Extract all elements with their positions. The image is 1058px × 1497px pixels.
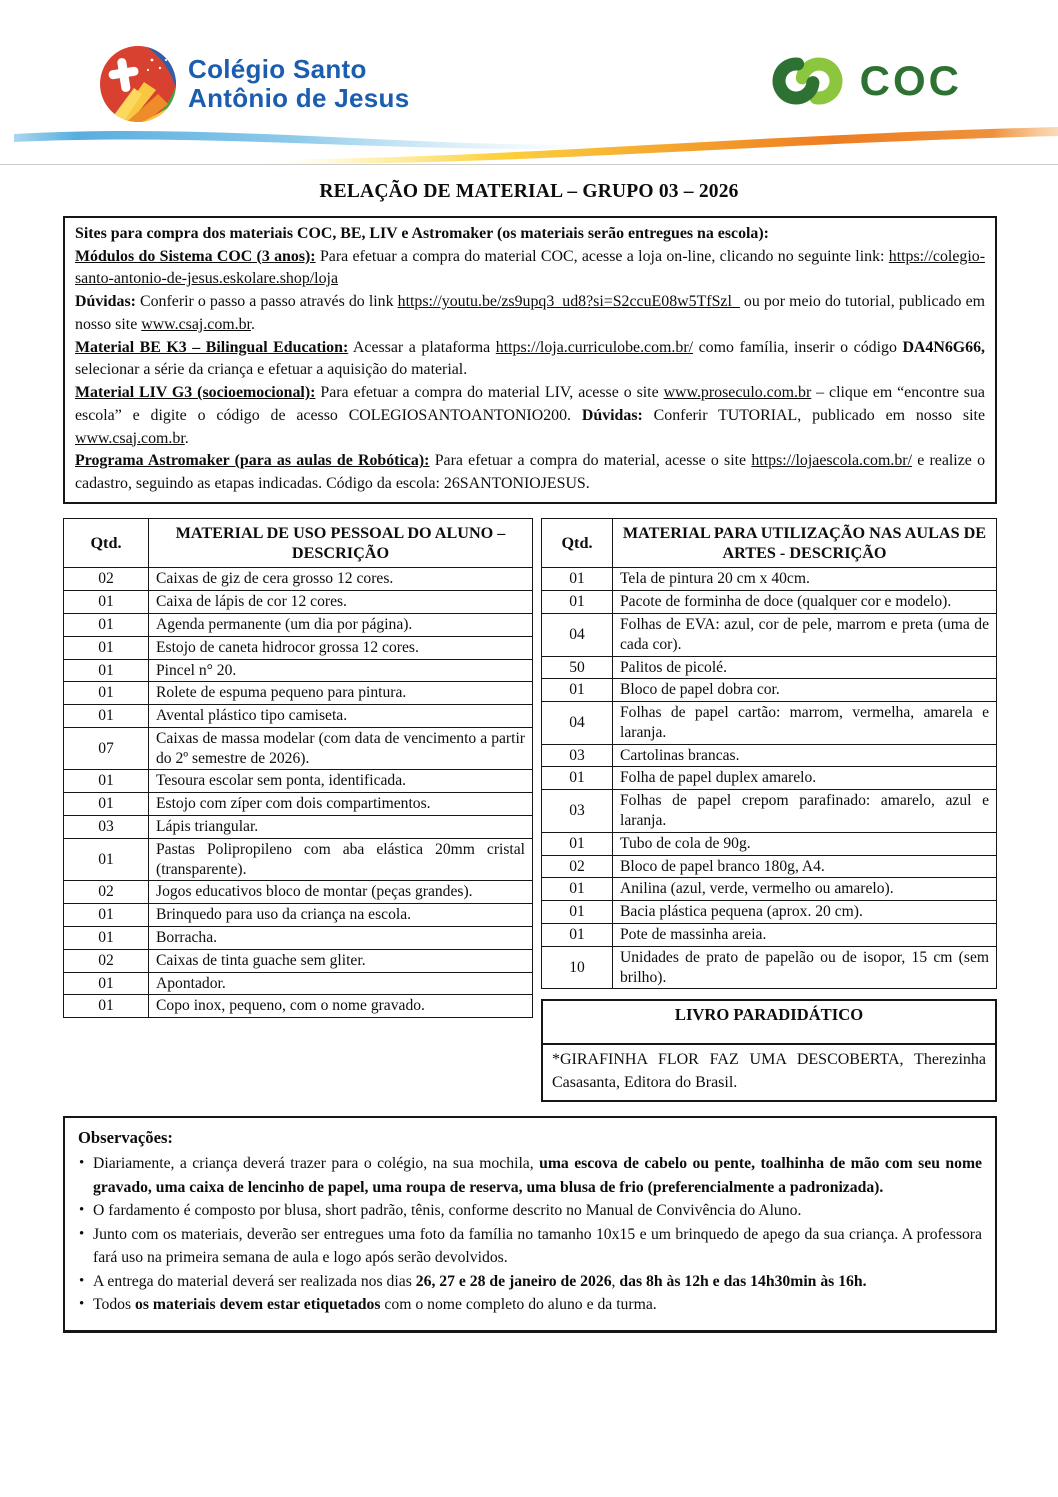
qty-cell: 01 <box>542 832 613 855</box>
description-cell: Anilina (azul, verde, vermelho ou amarelo). <box>613 878 997 901</box>
qty-header: Qtd. <box>64 518 149 568</box>
table-row <box>64 705 533 728</box>
text-segment: Material BE K3 – Bilingual Education: <box>75 338 349 356</box>
link-text[interactable]: https://youtu.be/zs9upq3_ud8?si=S2ccuE08w5TfSzl_ <box>397 293 740 311</box>
table-row <box>64 904 533 927</box>
qty-cell: 01 <box>64 793 149 816</box>
qty-cell: 01 <box>542 568 613 591</box>
text-segment: . <box>184 429 189 447</box>
text-segment: Dúvidas: <box>581 406 643 424</box>
description-cell: Folhas de papel cartão: marrom, vermelha, amarela e laranja. <box>613 702 997 745</box>
text-segment: Programa Astromaker (para as aulas de Robótica): <box>75 452 430 470</box>
link-text[interactable]: https://loja.curriculobe.com.br/ <box>495 338 694 356</box>
text-segment: Módulos do Sistema COC (3 anos): <box>75 247 316 265</box>
text-segment: Acessar a plataforma <box>348 338 496 356</box>
qty-cell: 03 <box>542 790 613 833</box>
qty-cell: 02 <box>64 881 149 904</box>
text-segment: Para efetuar a compra do material LIV, acesse o site <box>315 384 664 402</box>
description-cell: Estojo com zíper com dois compartimentos. <box>149 793 533 816</box>
qty-cell: 50 <box>542 656 613 679</box>
text-segment: – clique em “encontre sua escola” e digite o código de acesso COLEGIOSANTOANTONIO200. <box>75 384 985 424</box>
school-name-line2: Antônio de Jesus <box>188 83 410 113</box>
qty-cell: 01 <box>64 927 149 950</box>
table-row <box>64 591 533 614</box>
table-row <box>542 591 997 614</box>
table-header-row <box>64 518 533 568</box>
qty-cell: 01 <box>542 767 613 790</box>
table-row <box>542 613 997 656</box>
qty-cell: 01 <box>64 613 149 636</box>
qty-cell: 02 <box>64 568 149 591</box>
table-row <box>542 767 997 790</box>
school-name <box>188 55 410 113</box>
link-text[interactable]: https://lojaescola.com.br/ <box>751 452 912 470</box>
qty-header: Qtd. <box>542 518 613 568</box>
description-cell: Rolete de espuma pequeno para pintura. <box>149 682 533 705</box>
table-row <box>64 727 533 770</box>
description-cell: Caixas de giz de cera grosso 12 cores. <box>149 568 533 591</box>
arts-material-column <box>541 518 997 1102</box>
text-segment: Para efetuar a compra do material, acesse o site <box>429 452 752 470</box>
table-row <box>64 659 533 682</box>
observation-item <box>78 1270 982 1294</box>
text-segment: com o nome completo do aluno e da turma. <box>380 1296 657 1314</box>
description-cell: Caixas de tinta guache sem gliter. <box>149 949 533 972</box>
description-cell: Jogos educativos bloco de montar (peças grandes). <box>149 881 533 904</box>
text-segment: . <box>250 315 255 333</box>
school-logo <box>98 44 410 124</box>
swoosh-wave <box>0 122 1058 164</box>
text-segment: O fardamento é composto por blusa, short padrão, tênis, conforme descrito no Manual de Convivência do Aluno. <box>93 1202 802 1220</box>
observations-list <box>78 1152 982 1317</box>
qty-cell: 10 <box>542 946 613 989</box>
description-cell: Unidades de prato de papelão ou de isopor, 15 cm (sem brilho). <box>613 946 997 989</box>
paradidatico-title: LIVRO PARADIDÁTICO <box>542 1000 996 1044</box>
table-header-row <box>542 518 997 568</box>
description-cell: Agenda permanente (um dia por página). <box>149 613 533 636</box>
text-segment: Diariamente, a criança deverá trazer para o colégio, na sua mochila, <box>93 1155 540 1173</box>
info-paragraph <box>75 337 985 382</box>
qty-cell: 01 <box>64 995 149 1018</box>
personal-material-table <box>63 518 533 1018</box>
table-row <box>542 744 997 767</box>
personal-material-column <box>63 518 533 1018</box>
table-row <box>64 568 533 591</box>
qty-cell: 01 <box>64 838 149 881</box>
table-row <box>64 881 533 904</box>
description-cell: Copo inox, pequeno, com o nome gravado. <box>149 995 533 1018</box>
description-cell: Bloco de papel dobra cor. <box>613 679 997 702</box>
observations-title: Observações: <box>78 1128 173 1148</box>
qty-cell: 01 <box>64 682 149 705</box>
text-segment: selecionar a série da criança e efetuar a aquisição do material. <box>75 361 468 379</box>
text-segment: como família, inserir o código <box>693 338 903 356</box>
qty-cell: 01 <box>64 659 149 682</box>
coc-mark-icon <box>770 50 848 112</box>
observation-item <box>78 1199 982 1223</box>
qty-cell: 04 <box>542 702 613 745</box>
table-row <box>64 995 533 1018</box>
purchase-info-box <box>63 216 997 504</box>
description-cell: Estojo de caneta hidrocor grossa 12 cores. <box>149 636 533 659</box>
info-paragraph <box>75 246 985 291</box>
link-text[interactable]: https://colegio-santo-antonio-de-jesus.eskolare.shop/loja <box>75 247 985 288</box>
qty-cell: 01 <box>64 770 149 793</box>
text-segment: ou por meio do tutorial, publicado em nosso site <box>75 293 985 333</box>
qty-cell: 02 <box>542 855 613 878</box>
description-cell: Avental plástico tipo camiseta. <box>149 705 533 728</box>
text-segment: DA4N6G66, <box>902 338 985 356</box>
page-title: RELAÇÃO DE MATERIAL – GRUPO 03 – 2026 <box>319 181 739 202</box>
table-row <box>64 793 533 816</box>
text-segment: Junto com os materiais, deverão ser entregues uma foto da família no tamanho 10x15 e um brinquedo de apego da sua criança. A professora fará uso na primeira semana de aula e logo após serão devolvidos. <box>93 1225 982 1267</box>
description-cell: Caixas de massa modelar (com data de vencimento a partir do 2º semestre de 2026). <box>149 727 533 770</box>
description-cell: Bloco de papel branco 180g, A4. <box>613 855 997 878</box>
text-segment: uma escova de cabelo ou pente, toalhinha de mão com seu nome gravado, uma caixa de lencinho de papel, uma roupa de reserva, uma blusa de frio (preferencialmente a padronizada). <box>93 1155 983 1196</box>
description-cell: Folhas de papel crepom parafinado: amarelo, azul e laranja. <box>613 790 997 833</box>
paradidatico-body-row <box>542 1044 996 1101</box>
text-segment: Sites para compra dos materiais COC, BE, LIV e Astromaker (os materiais serão entregues na escola): <box>75 225 769 242</box>
qty-cell: 01 <box>64 972 149 995</box>
table-row <box>64 927 533 950</box>
description-cell: Tela de pintura 20 cm x 40cm. <box>613 568 997 591</box>
description-header: MATERIAL PARA UTILIZAÇÃO NAS AULAS DE ARTES - DESCRIÇÃO <box>613 518 997 568</box>
qty-cell: 01 <box>542 901 613 924</box>
material-tables <box>63 518 997 1102</box>
description-cell: Folha de papel duplex amarelo. <box>613 767 997 790</box>
description-cell: Palitos de picolé. <box>613 656 997 679</box>
observation-item <box>78 1152 982 1199</box>
table-row <box>64 770 533 793</box>
qty-cell: 01 <box>542 878 613 901</box>
table-row <box>542 679 997 702</box>
table-row <box>542 878 997 901</box>
text-segment: e realize o cadastro, seguindo as etapas indicadas. Código da escola: 26SANTONIOJESUS. <box>75 452 986 493</box>
table-row <box>542 855 997 878</box>
description-cell: Cartolinas brancas. <box>613 744 997 767</box>
description-cell: Brinquedo para uso da criança na escola. <box>149 904 533 927</box>
table-row <box>542 702 997 745</box>
description-cell: Pastas Polipropileno com aba elástica 20mm cristal (transparente). <box>149 838 533 881</box>
school-emblem-icon <box>98 44 178 124</box>
description-cell: Tubo de cola de 90g. <box>613 832 997 855</box>
table-row <box>542 656 997 679</box>
observations-box <box>63 1116 997 1333</box>
header-divider <box>0 164 1058 165</box>
link-text[interactable]: www.proseculo.com.br <box>663 384 812 402</box>
qty-cell: 01 <box>542 679 613 702</box>
text-segment: 26, 27 e 28 de janeiro de 2026 <box>415 1272 612 1290</box>
qty-cell: 07 <box>64 727 149 770</box>
description-cell: Lápis triangular. <box>149 816 533 839</box>
text-segment: Conferir o passo a passo através do link <box>135 293 398 311</box>
table-row <box>542 832 997 855</box>
description-cell: Bacia plástica pequena (aprox. 20 cm). <box>613 901 997 924</box>
description-cell: Tesoura escolar sem ponta, identificada. <box>149 770 533 793</box>
text-segment: , <box>611 1272 620 1290</box>
table-row <box>542 901 997 924</box>
info-paragraph <box>75 223 985 246</box>
table-row <box>542 946 997 989</box>
paradidatico-box <box>541 999 997 1102</box>
table-row <box>64 613 533 636</box>
description-cell: Pacote de forminha de doce (qualquer cor e modelo). <box>613 591 997 614</box>
school-name-line1: Colégio Santo <box>188 54 367 84</box>
qty-cell: 01 <box>64 636 149 659</box>
text-segment: Para efetuar a compra do material COC, acesse a loja on-line, clicando no seguinte link: <box>315 247 889 265</box>
description-cell: Borracha. <box>149 927 533 950</box>
text-segment: os materiais devem estar etiquetados <box>135 1296 381 1314</box>
description-cell: Apontador. <box>149 972 533 995</box>
qty-cell: 01 <box>542 924 613 947</box>
qty-cell: 01 <box>64 591 149 614</box>
observation-item <box>78 1293 982 1317</box>
coc-wordmark: COC <box>859 57 962 104</box>
qty-cell: 03 <box>64 816 149 839</box>
qty-cell: 04 <box>542 613 613 656</box>
info-paragraph <box>75 382 985 450</box>
qty-cell: 02 <box>64 949 149 972</box>
link-text[interactable]: www.csaj.com.br <box>75 429 185 447</box>
table-row <box>64 682 533 705</box>
description-header: MATERIAL DE USO PESSOAL DO ALUNO – DESCRIÇÃO <box>149 518 533 568</box>
arts-material-table <box>541 518 997 990</box>
description-cell: Caixa de lápis de cor 12 cores. <box>149 591 533 614</box>
paradidatico-book: *GIRAFINHA FLOR FAZ UMA DESCOBERTA, Therezinha Casasanta, Editora do Brasil. <box>542 1044 996 1101</box>
table-row <box>64 972 533 995</box>
description-cell: Pincel n° 20. <box>149 659 533 682</box>
link-text[interactable]: www.csaj.com.br <box>141 315 251 333</box>
text-segment: Todos <box>93 1296 136 1314</box>
text-segment: A entrega do material deverá ser realizada nos dias <box>93 1272 416 1290</box>
info-paragraph <box>75 291 985 336</box>
qty-cell: 01 <box>542 591 613 614</box>
table-row <box>542 790 997 833</box>
table-row <box>64 636 533 659</box>
text-segment: Dúvidas: <box>75 293 136 311</box>
table-row <box>64 838 533 881</box>
text-segment: Conferir TUTORIAL, publicado em nosso site <box>642 406 985 424</box>
table-row <box>542 924 997 947</box>
table-row <box>64 949 533 972</box>
description-cell: Pote de massinha areia. <box>613 924 997 947</box>
qty-cell: 03 <box>542 744 613 767</box>
qty-cell: 01 <box>64 904 149 927</box>
description-cell: Folhas de EVA: azul, cor de pele, marrom e preta (uma de cada cor). <box>613 613 997 656</box>
table-row <box>64 816 533 839</box>
info-paragraph <box>75 450 985 495</box>
table-row <box>542 568 997 591</box>
header <box>0 0 1058 126</box>
paradidatico-header-row <box>542 1000 996 1044</box>
text-segment: das 8h às 12h e das 14h30min às 16h. <box>619 1272 867 1290</box>
text-segment: Material LIV G3 (socioemocional): <box>75 384 316 402</box>
coc-logo <box>770 50 962 112</box>
observation-item <box>78 1223 982 1270</box>
qty-cell: 01 <box>64 705 149 728</box>
